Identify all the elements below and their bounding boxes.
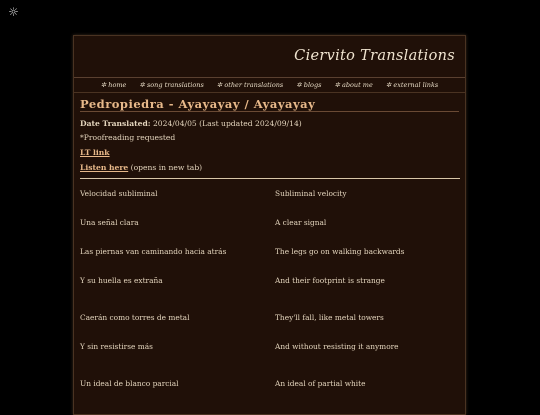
lyric-translation: A clear signal [275,218,327,227]
lyric-original: Y su huella es extraña [80,276,163,285]
lt-link-line [80,148,110,157]
lt-link[interactable]: LT link [80,148,110,157]
lyric-translation: Subliminal velocity [275,189,347,198]
proofreading-note: *Proofreading requested [80,133,176,142]
lyric-translation: The legs go on walking backwards [275,247,405,256]
listen-link[interactable]: Listen here [80,163,129,172]
header-divider [74,77,465,78]
date-line [80,119,302,128]
nav-bullet-icon: ✲ [385,81,392,89]
nav-bullet-icon: ✲ [139,81,145,89]
nav-divider [74,92,465,93]
page-title: Pedropiedra - Ayayayay / Ayayayay [80,97,316,111]
lyric-original: Una señal clara [80,218,139,227]
nav-label: about me [341,81,373,89]
sun-icon[interactable]: ☼ [8,5,19,19]
lyric-original: Las piernas van caminando hacia atrás [80,247,227,256]
nav-label: external links [393,81,439,89]
nav-label: home [108,81,127,89]
nav-bullet-icon: ✲ [296,81,302,89]
nav-label: blogs [303,81,322,89]
nav-bullet-icon: ✲ [100,81,107,89]
nav-label: song translations [146,81,204,89]
lyric-original: Y sin resistirse más [80,342,153,351]
lyric-translation: An ideal of partial white [275,379,366,388]
listen-line [80,163,202,172]
lyric-translation: And their footprint is strange [275,276,385,285]
nav-label: other translations [224,81,284,89]
nav-bullet-icon: ✲ [216,81,223,89]
date-label: Date Translated: [80,119,151,128]
lyric-original: Velocidad subliminal [80,189,158,198]
date-value: 2024/04/05 (Last updated 2024/09/14) [150,119,302,128]
lyric-translation: And without resisting it anymore [275,342,399,351]
lyric-original: Un ideal de blanco parcial [80,379,179,388]
lyric-translation: They'll fall, like metal towers [275,313,384,322]
title-underline [80,111,459,112]
listen-note: (opens in new tab) [128,163,203,172]
site-title: Ciervito Translations [294,48,455,64]
nav-bullet-icon: ✲ [334,81,340,89]
lyric-original: Caerán como torres de metal [80,313,190,322]
content-panel [73,35,466,415]
section-divider [80,178,460,179]
